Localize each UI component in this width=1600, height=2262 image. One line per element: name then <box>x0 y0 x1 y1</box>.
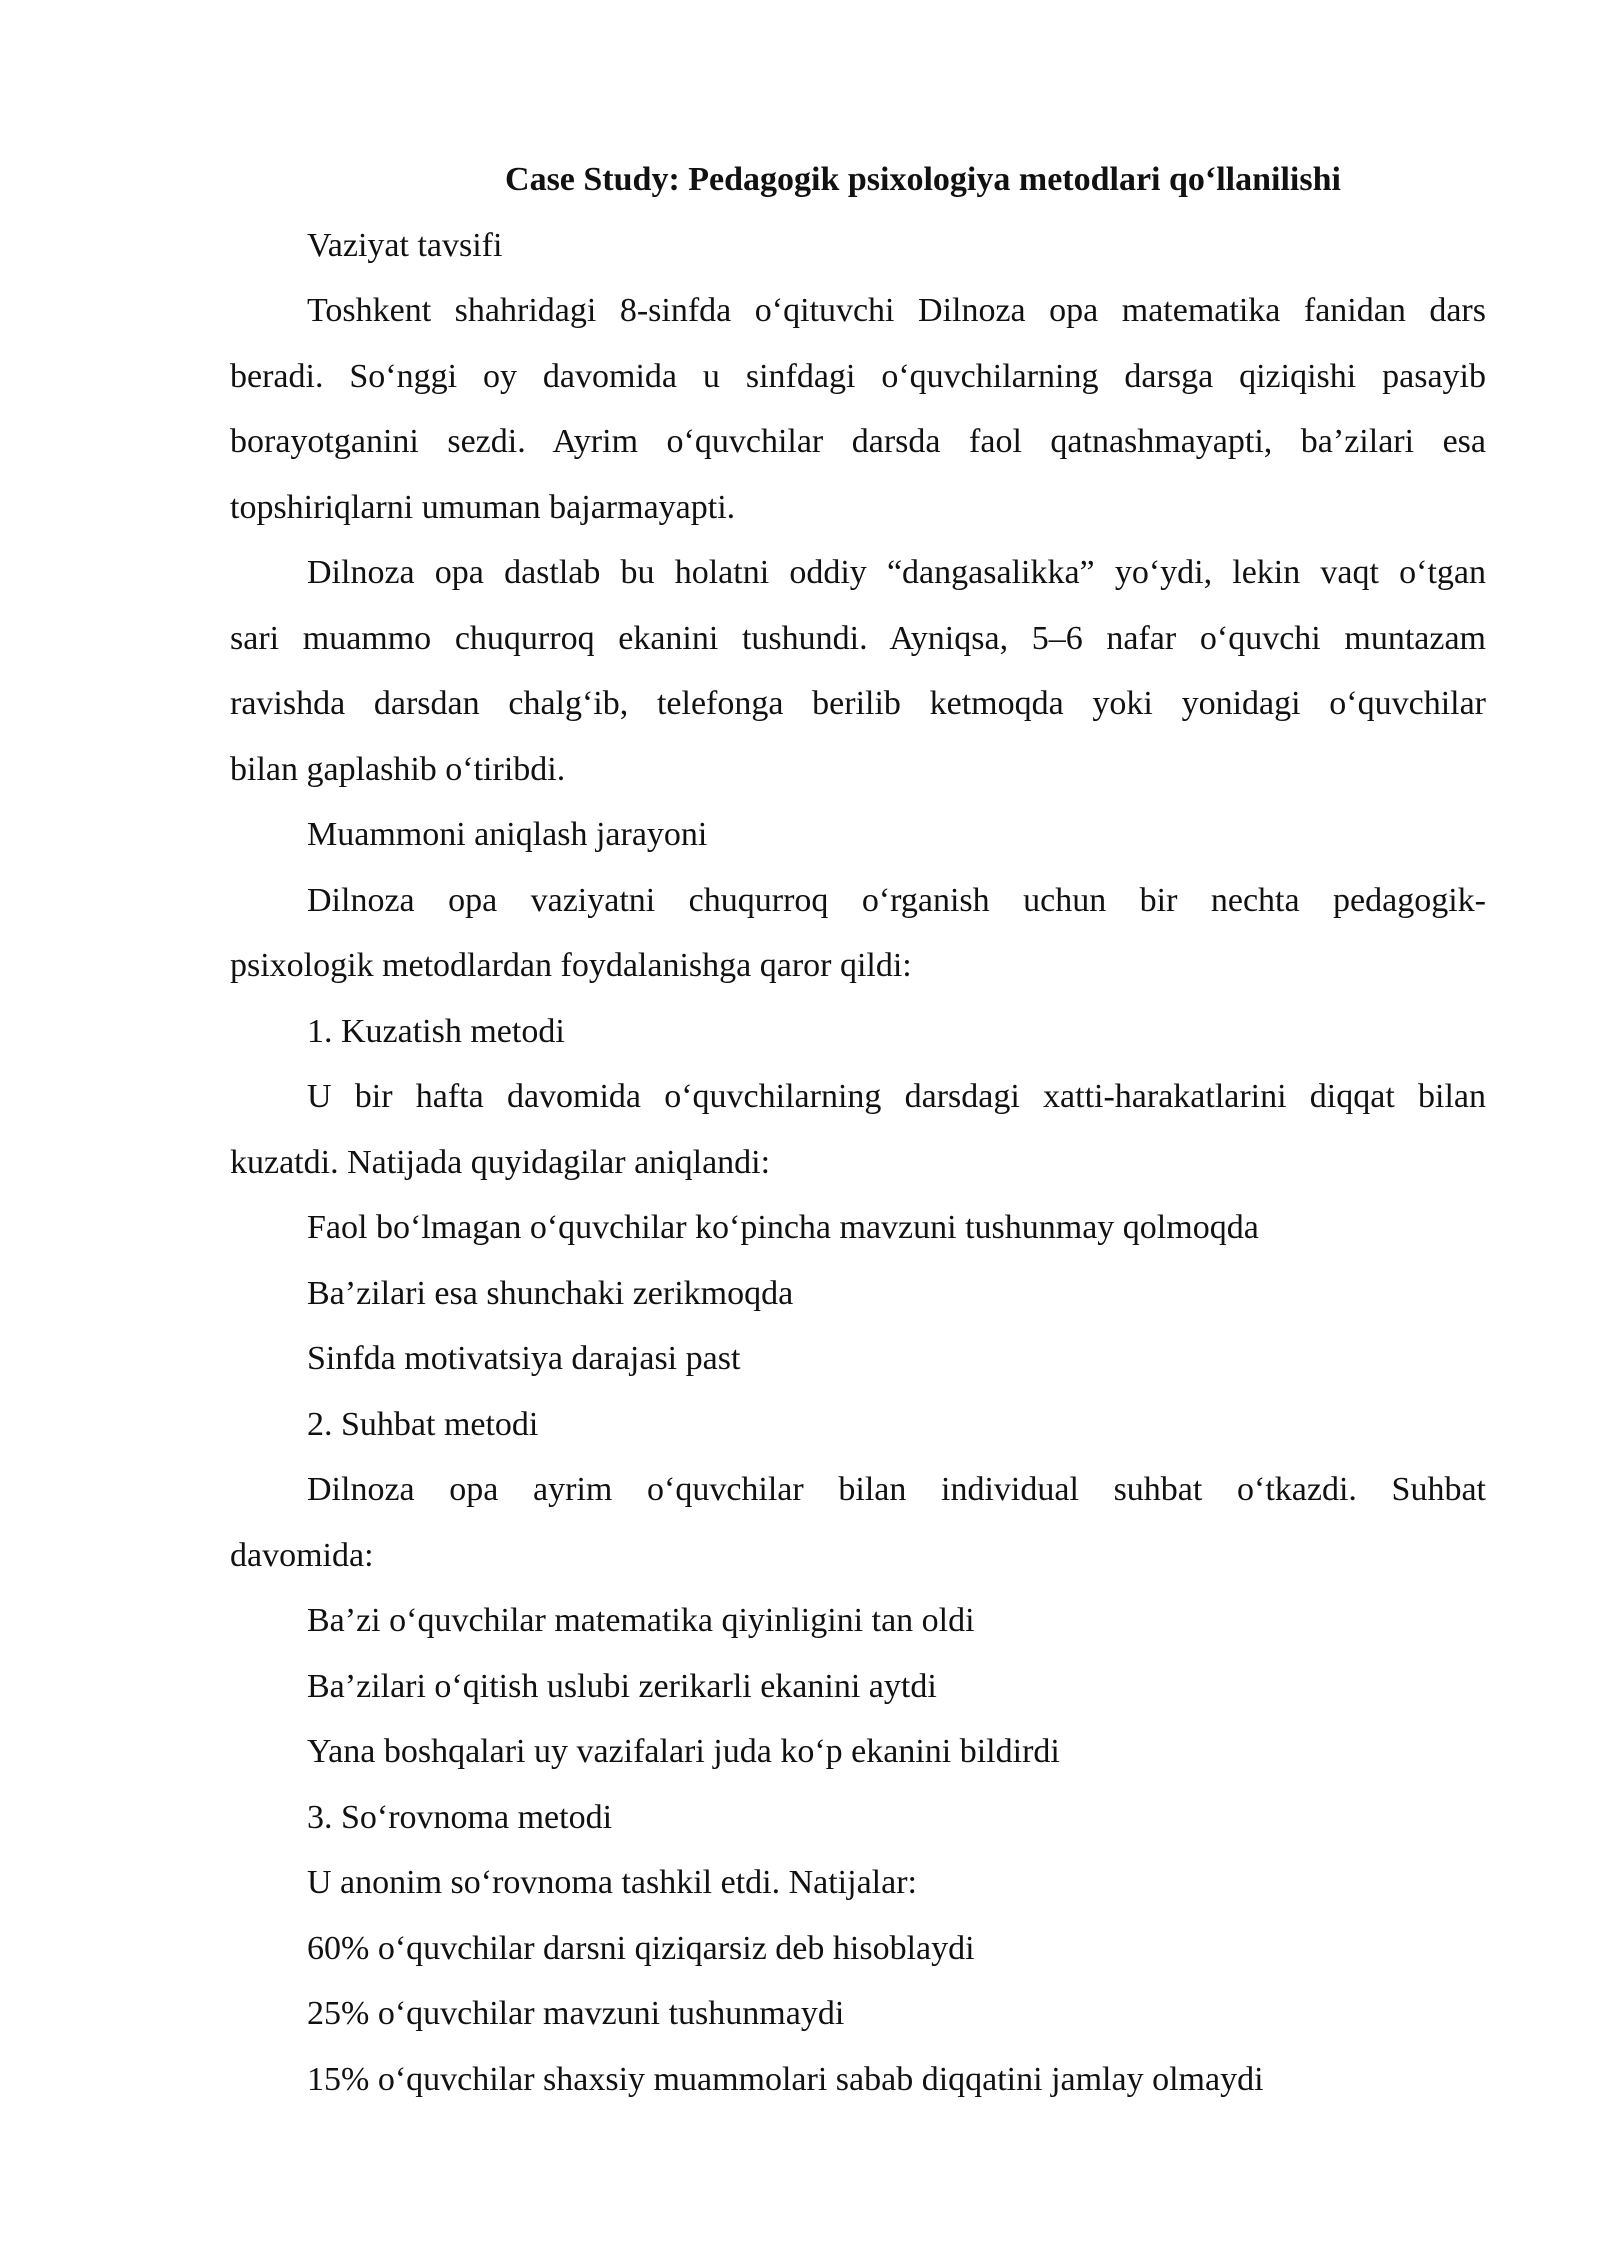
paragraph-line: Toshkent shahridagi 8-sinfda o‘qituvchi Dilnoza opa matematika fanidan dars <box>307 292 1486 329</box>
survey-result-item: 15% o‘quvchilar shaxsiy muammolari sabab diqqatini jamlay olmaydi <box>307 2060 1264 2098</box>
method-heading: 3. So‘rovnoma metodi <box>307 1798 613 1836</box>
finding-item: Ba’zilari esa shunchaki zerikmoqda <box>307 1274 794 1312</box>
finding-item: Ba’zilari o‘qitish uslubi zerikarli ekanini aytdi <box>307 1667 937 1705</box>
paragraph-line: kuzatdi. Natijada quyidagilar aniqlandi: <box>230 1143 771 1181</box>
paragraph-line: U bir hafta davomida o‘quvchilarning darsdagi xatti-harakatlarini diqqat bilan <box>307 1078 1486 1115</box>
paragraph-line: Dilnoza opa vaziyatni chuqurroq o‘rganish uchun bir nechta pedagogik- <box>307 881 1486 919</box>
paragraph-line: bilan gaplashib o‘tiribdi. <box>230 750 566 788</box>
finding-item: Sinfda motivatsiya darajasi past <box>307 1340 741 1377</box>
finding-item: Faol bo‘lmagan o‘quvchilar ko‘pincha mavzuni tushunmay qolmoqda <box>307 1209 1259 1246</box>
method-heading: 1. Kuzatish metodi <box>307 1012 565 1050</box>
method-heading: 2. Suhbat metodi <box>307 1405 539 1443</box>
survey-result-item: 25% o‘quvchilar mavzuni tushunmaydi <box>307 1995 845 2032</box>
survey-result-item: 60% o‘quvchilar darsni qiziqarsiz deb hisoblaydi <box>307 1929 975 1967</box>
finding-item: Yana boshqalari uy vazifalari juda ko‘p ekanini bildirdi <box>307 1733 1060 1770</box>
paragraph-line: Dilnoza opa ayrim o‘quvchilar bilan individual suhbat o‘tkazdi. Suhbat <box>307 1471 1486 1508</box>
finding-item: Ba’zi o‘quvchilar matematika qiyinligini tan oldi <box>307 1602 975 1639</box>
paragraph-line: beradi. So‘nggi oy davomida u sinfdagi o‘quvchilarning darsga qiziqishi pasayib <box>230 357 1486 395</box>
paragraph-line: U anonim so‘rovnoma tashkil etdi. Natijalar: <box>307 1864 917 1901</box>
paragraph-line: psixologik metodlardan foydalanishga qaror qildi: <box>230 947 912 984</box>
document-body <box>230 147 1486 2112</box>
section-heading-problem: Muammoni aniqlash jarayoni <box>307 816 708 853</box>
paragraph-line: sari muammo chuqurroq ekanini tushundi. Ayniqsa, 5–6 nafar o‘quvchi muntazam <box>230 619 1486 657</box>
paragraph-line: borayotganini sezdi. Ayrim o‘quvchilar darsda faol qatnashmayapti, ba’zilari esa <box>230 423 1486 460</box>
paragraph-line: Dilnoza opa dastlab bu holatni oddiy “dangasalikka” yo‘ydi, lekin vaqt o‘tgan <box>307 554 1486 591</box>
section-heading-situation: Vaziyat tavsifi <box>307 226 503 264</box>
paragraph-line: ravishda darsdan chalg‘ib, telefonga berilib ketmoqda yoki yonidagi o‘quvchilar <box>230 685 1486 722</box>
paragraph-line: davomida: <box>230 1536 374 1574</box>
paragraph-line: topshiriqlarni umuman bajarmayapti. <box>230 488 736 526</box>
document-title: Case Study: Pedagogik psixologiya metodlari qo‘llanilishi <box>505 161 1341 198</box>
